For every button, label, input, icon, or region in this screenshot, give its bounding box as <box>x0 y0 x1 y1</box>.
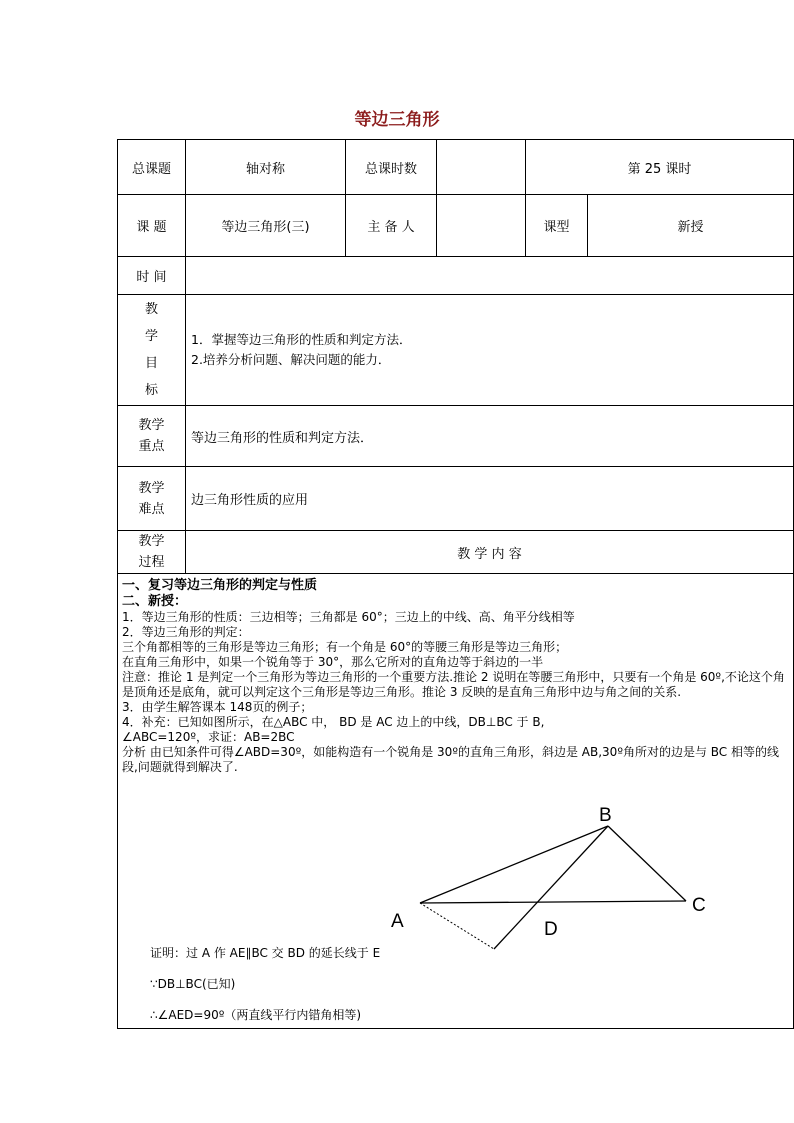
goals-content <box>186 295 794 406</box>
content-line: ∠ABC=120º，求证：AB=2BC <box>122 730 295 744</box>
content-line: 4．补充：已知如图所示，在△ABC 中， BD 是 AC 边上的中线，DB⊥BC 于 B, <box>122 715 545 729</box>
label-goals: 教 学 目 标 <box>118 295 186 406</box>
section-heading: 二、新授： <box>122 594 188 609</box>
content-line: 1．等边三角形的性质：三边相等；三角都是 60°；三边上的中线、高、角平分线相等 <box>122 610 575 624</box>
segment-bc <box>608 826 686 901</box>
content-row <box>118 574 794 1029</box>
value-topic: 等边三角形(三) <box>186 195 346 257</box>
label-process: 教学 过程 <box>118 531 186 574</box>
label-topic: 课 题 <box>118 195 186 257</box>
segment-ac <box>420 901 686 903</box>
triangle-figure <box>118 801 794 951</box>
label-c: C <box>692 895 706 916</box>
proof-block <box>150 946 770 1023</box>
segment-ae-dashed <box>420 903 494 949</box>
process-header: 教 学 内 容 <box>186 531 794 574</box>
focus-content: 等边三角形的性质和判定方法． <box>186 406 794 467</box>
lesson-number: 第 25 课时 <box>526 140 794 195</box>
process-row <box>118 531 794 574</box>
label-focus: 教学 重点 <box>118 406 186 467</box>
difficulty-row <box>118 467 794 531</box>
content-line: 注意：推论 1 是判定一个三角形为等边三角形的一个重要方法.推论 2 说明在等腰三角形中，只要有一个角是 60º,不论这个角是顶角还是底角，就可以判定这个三角形是等边三角形。推论 3 反映的是直角三角形中边与角之间的关系. <box>122 670 785 699</box>
content-line: 分析 由已知条件可得∠ABD=30º，如能构造有一个锐角是 30º的直角三角形，斜边是 AB,30º角所对的边是与 BC 相等的线段,问题就得到解决了. <box>122 745 779 774</box>
segment-ab <box>420 826 608 903</box>
value-total-hours <box>437 140 526 195</box>
label-d: D <box>544 919 558 940</box>
header-row-1 <box>118 140 794 195</box>
goal-item: 1．掌握等边三角形的性质和判定方法． <box>191 332 412 347</box>
content-line: 3．由学生解答课本 148页的例子； <box>122 700 313 714</box>
focus-row <box>118 406 794 467</box>
label-total-topic: 总课题 <box>118 140 186 195</box>
proof-line: 证明：过 A 作 AE∥BC 交 BD 的延长线于 E <box>150 946 381 960</box>
content-line: 在直角三角形中，如果一个锐角等于 30°，那么它所对的直角边等于斜边的一半 <box>122 655 544 669</box>
page-title: 等边三角形 <box>354 110 440 130</box>
goals-row <box>118 295 794 406</box>
value-time <box>186 257 794 295</box>
time-row <box>118 257 794 295</box>
content-line: 三个角都相等的三角形是等边三角形；有一个角是 60°的等腰三角形是等边三角形； <box>122 640 568 654</box>
header-row-2 <box>118 195 794 257</box>
proof-line: ∴∠AED=90º（两直线平行内错角相等) <box>150 1008 362 1022</box>
label-time: 时 间 <box>118 257 186 295</box>
difficulty-content: 边三角形性质的应用 <box>186 467 794 531</box>
value-total-topic: 轴对称 <box>186 140 346 195</box>
label-total-hours: 总课时数 <box>346 140 437 195</box>
section-heading: 一、复习等边三角形的判定与性质 <box>122 578 318 593</box>
value-preparer <box>437 195 526 257</box>
label-b: B <box>599 805 612 826</box>
proof-line: ∵DB⊥BC(已知) <box>150 977 236 991</box>
goal-item: 2.培养分析问题、解决问题的能力． <box>191 352 391 367</box>
label-preparer: 主 备 人 <box>346 195 437 257</box>
label-difficulty: 教学 难点 <box>118 467 186 531</box>
label-a: A <box>391 911 404 932</box>
content-line: 2．等边三角形的判定： <box>122 625 250 639</box>
label-lesson-type: 课型 <box>526 195 588 257</box>
value-lesson-type: 新授 <box>588 195 794 257</box>
lesson-content <box>118 574 794 1029</box>
lesson-plan-table <box>117 139 794 1029</box>
